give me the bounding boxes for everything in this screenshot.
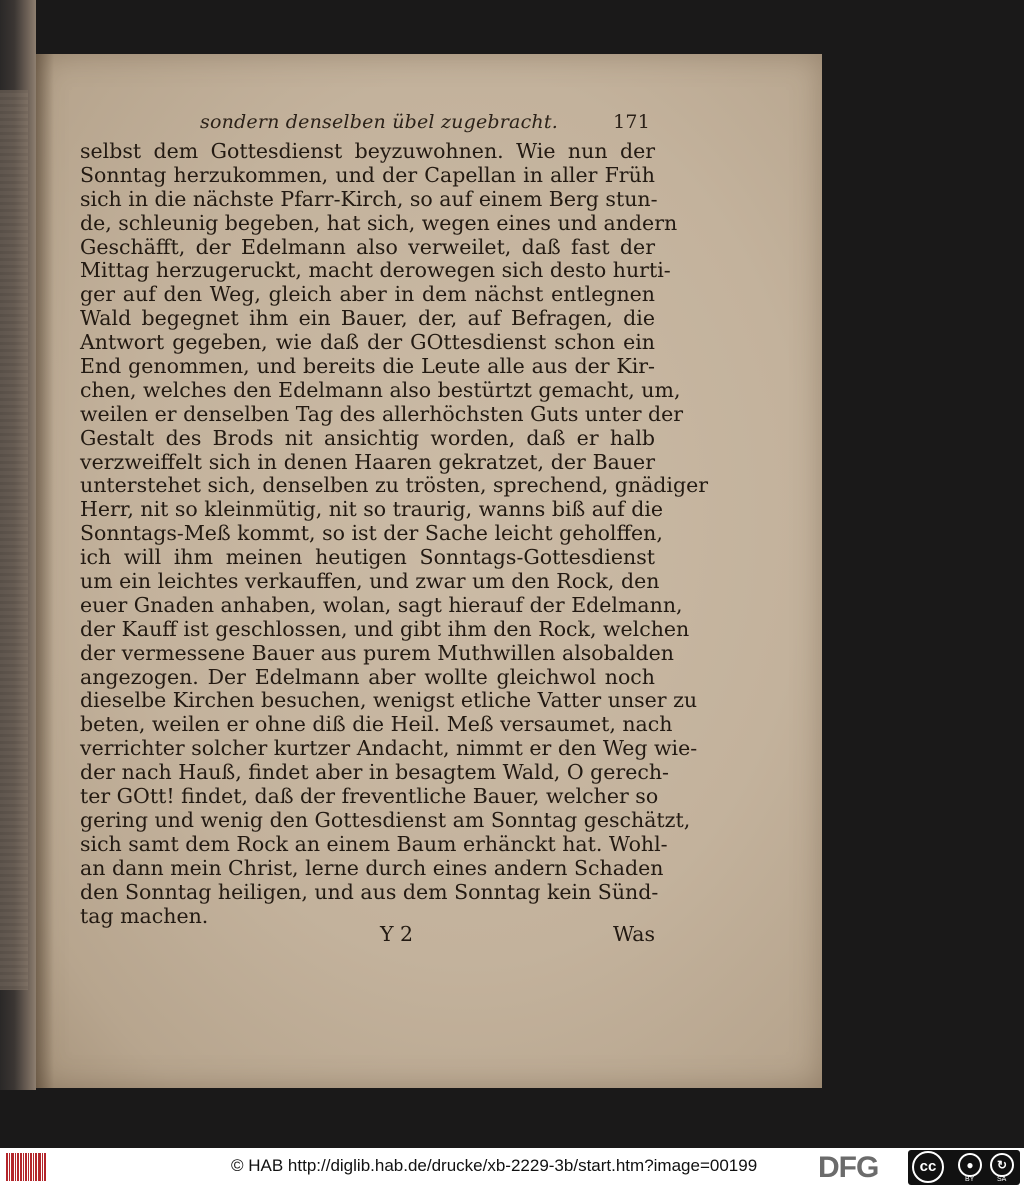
text-line: der nach Hauß, findet aber in besagtem Wald, O gerech- [80,760,669,785]
text-line: de, schleunig begeben, hat sich, wegen eines und andern [80,210,678,235]
text-line: Sonntag herzukommen, und der Capellan in aller Früh [80,162,655,187]
barcode-bar [11,1153,14,1181]
by-label: BY [965,1176,975,1183]
hab-barcode-icon [6,1153,46,1181]
body-text [80,139,709,928]
running-head: sondern denselben übel zugebracht. [200,111,558,133]
barcode-bar [15,1153,16,1181]
page-header [200,107,650,137]
text-line: Sonntags-Meß kommt, so ist der Sache leicht geholffen, [80,521,663,546]
page-foot [80,918,655,948]
text-line: Wald begegnet ihm ein Bauer, der, auf Befragen, die [80,306,655,331]
barcode-bar [30,1153,32,1181]
catchword: Was [612,922,655,946]
barcode-bar [44,1153,46,1181]
footer-bar [0,1148,1024,1187]
text-line: ter GOtt! findet, daß der freventliche Bauer, welcher so [80,784,659,809]
cc-icon: cc [912,1151,944,1183]
text-line: euer Gnaden anhaben, wolan, sagt hierauf der Edelmann, [80,592,683,617]
text-line: ich will ihm meinen heutigen Sonntags-Gottesdienst [80,545,655,570]
text-line: Geschäfft, der Edelmann also verweilet, daß fast der [80,234,655,259]
barcode-bar [20,1153,22,1181]
page-number: 171 [613,111,650,133]
text-line: Mittag herzugeruckt, macht derowegen sich desto hurti- [80,258,671,283]
sa-label: SA [997,1176,1007,1183]
barcode-bar [9,1153,10,1181]
text-line: Antwort gegeben, wie daß der GOttesdienst schon ein [80,330,655,355]
attribution-icon: ● [958,1153,982,1177]
text-line: beten, weilen er ohne diß die Heil. Meß versaumet, nach [80,712,673,737]
text-line: dieselbe Kirchen besuchen, wenigst etliche Vatter unser zu [80,688,698,713]
text-line: angezogen. Der Edelmann aber wollte gleichwol noch [80,664,655,689]
text-line: der vermessene Bauer aus purem Muthwillen alsobalden [80,640,674,665]
share-alike-icon: ↻ [990,1153,1014,1177]
barcode-bar [35,1153,37,1181]
text-line: an dann mein Christ, lerne durch eines andern Schaden [80,855,664,880]
copyright-link[interactable]: © HAB http://diglib.hab.de/drucke/xb-2229-3b/start.htm?image=00199 [231,1156,758,1175]
text-line: tag machen. [80,903,209,928]
text-line: um ein leichtes verkauffen, und zwar um den Rock, den [80,569,660,594]
barcode-bar [23,1153,24,1181]
barcode-bar [6,1153,8,1181]
dfg-logo: DFG [818,1151,879,1184]
gutter-shadow [36,54,54,1088]
cc-license-badge[interactable] [908,1150,1020,1185]
text-line: den Sonntag heiligen, und aus dem Sonntag kein Sünd- [80,879,659,904]
text-line: sich samt dem Rock an einem Baum erhänckt hat. Wohl- [80,831,668,856]
text-line: der Kauff ist geschlossen, und gibt ihm den Rock, welchen [80,616,690,641]
barcode-bar [28,1153,29,1181]
text-line: Gestalt des Brods nit ansichtig worden, daß er halb [80,425,655,450]
text-line: End genommen, und bereits die Leute alle aus der Kir- [80,354,655,379]
barcode-bar [17,1153,19,1181]
barcode-bar [42,1153,43,1181]
text-line: chen, welches den Edelmann also bestürtzt gemacht, um, [80,377,681,402]
barcode-bar [33,1153,34,1181]
text-line: unterstehet sich, denselben zu trösten, sprechend, gnädiger [80,473,709,498]
signature-mark: Y 2 [380,922,414,946]
text-line: verzweiffelt sich in denen Haaren gekratzet, der Bauer [80,449,655,474]
text-line: ger auf den Weg, gleich aber in dem nächst entlegnen [80,282,655,307]
text-line: sich in die nächste Pfarr-Kirch, so auf einem Berg stun- [80,186,658,211]
text-line: selbst dem Gottesdienst beyzuwohnen. Wie nun der [80,139,655,163]
text-line: weilen er denselben Tag des allerhöchsten Guts unter der [80,401,684,426]
text-line: Herr, nit so kleinmütig, nit so traurig, wanns biß auf die [80,497,664,522]
barcode-bar [38,1153,41,1181]
barcode-bar [25,1153,28,1181]
previous-page-texture [0,90,28,990]
text-line: gering und wenig den Gottesdienst am Sonntag geschätzt, [80,807,691,832]
text-line: verrichter solcher kurtzer Andacht, nimmt er den Weg wie- [80,736,698,761]
